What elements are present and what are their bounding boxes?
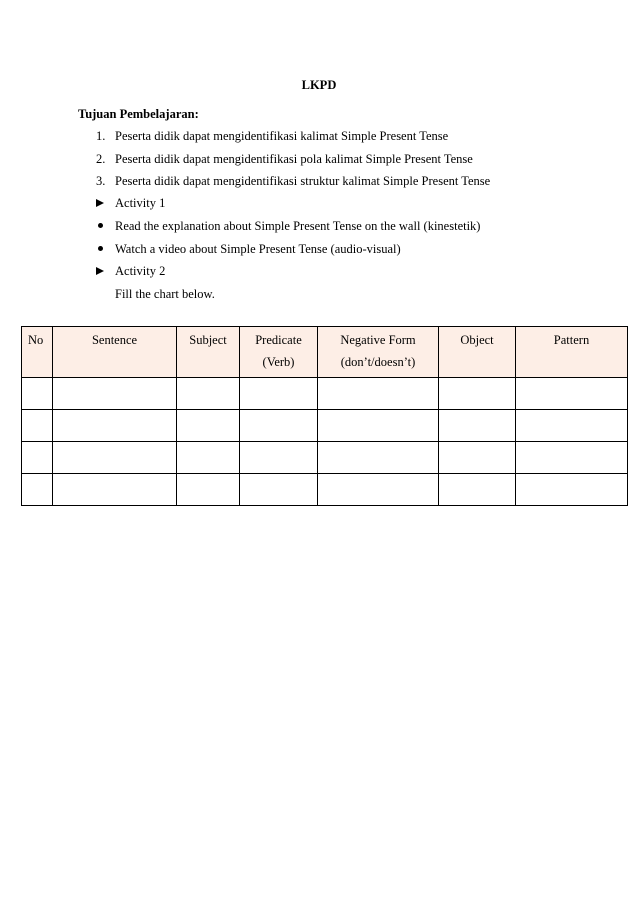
activity2-instruction: Fill the chart below. <box>115 287 215 301</box>
table-cell[interactable] <box>240 442 318 474</box>
header-predicate: Predicate (Verb) <box>240 327 318 378</box>
page-title: LKPD <box>301 78 337 92</box>
table-cell[interactable] <box>240 474 318 506</box>
arrowhead-bullet-icon <box>96 194 110 212</box>
arrowhead-bullet-icon <box>96 262 110 280</box>
table-cell[interactable] <box>318 378 439 410</box>
header-sentence: Sentence <box>53 327 177 378</box>
objective-text: Peserta didik dapat mengidentifikasi kalimat Simple Present Tense <box>115 129 449 143</box>
table-cell[interactable] <box>22 474 53 506</box>
table-cell[interactable] <box>177 410 240 442</box>
activity1-label: Activity 1 <box>115 196 166 210</box>
table-cell[interactable] <box>53 378 177 410</box>
table-row <box>22 474 628 506</box>
table-cell[interactable] <box>516 410 628 442</box>
table-header-row <box>22 327 628 378</box>
table-cell[interactable] <box>318 410 439 442</box>
table-cell[interactable] <box>53 474 177 506</box>
table-row <box>22 410 628 442</box>
activity1-item-text: Watch a video about Simple Present Tense (audio-visual) <box>115 242 401 256</box>
list-number: 1. <box>96 129 106 143</box>
header-pattern: Pattern <box>516 327 628 378</box>
table-cell[interactable] <box>177 378 240 410</box>
table-cell[interactable] <box>439 474 516 506</box>
table-cell[interactable] <box>240 378 318 410</box>
table-cell[interactable] <box>177 474 240 506</box>
objective-text: Peserta didik dapat mengidentifikasi struktur kalimat Simple Present Tense <box>115 174 491 188</box>
table-cell[interactable] <box>318 474 439 506</box>
list-number: 2. <box>96 152 106 166</box>
activity1-item-text: Read the explanation about Simple Present Tense on the wall (kinestetik) <box>115 219 481 233</box>
activity2-label: Activity 2 <box>115 264 166 278</box>
table-cell[interactable] <box>22 378 53 410</box>
table-cell[interactable] <box>318 442 439 474</box>
table-cell[interactable] <box>177 442 240 474</box>
header-negative-form: Negative Form (don’t/doesn’t) <box>318 327 439 378</box>
dot-bullet-icon <box>96 240 110 258</box>
table-row <box>22 442 628 474</box>
header-subject: Subject <box>177 327 240 378</box>
list-number: 3. <box>96 174 106 188</box>
table-cell[interactable] <box>22 442 53 474</box>
table-cell[interactable] <box>439 410 516 442</box>
objective-text: Peserta didik dapat mengidentifikasi pola kalimat Simple Present Tense <box>115 152 473 166</box>
answer-chart <box>21 326 628 506</box>
section-title: Tujuan Pembelajaran: <box>78 107 199 121</box>
dot-bullet-icon <box>96 217 110 235</box>
table-cell[interactable] <box>516 442 628 474</box>
table-row <box>22 378 628 410</box>
table-cell[interactable] <box>439 442 516 474</box>
table-cell[interactable] <box>516 378 628 410</box>
table-cell[interactable] <box>53 410 177 442</box>
table-cell[interactable] <box>22 410 53 442</box>
table-cell[interactable] <box>240 410 318 442</box>
table-cell[interactable] <box>516 474 628 506</box>
table-cell[interactable] <box>53 442 177 474</box>
header-object: Object <box>439 327 516 378</box>
table-cell[interactable] <box>439 378 516 410</box>
header-no: No <box>22 327 53 378</box>
